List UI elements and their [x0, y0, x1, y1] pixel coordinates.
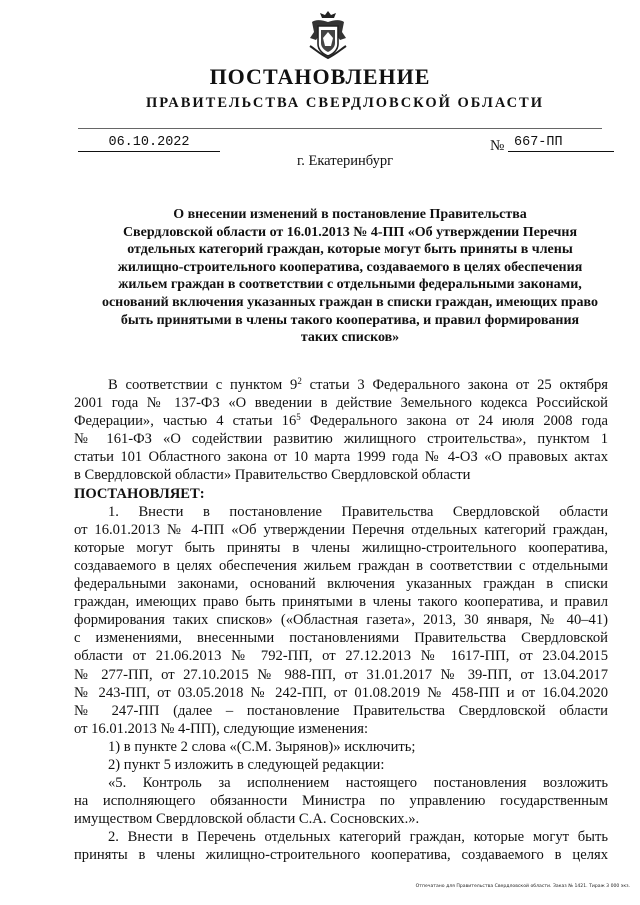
- quote-line: «5. Контроль за исполнением настоящего постановления возложить: [108, 775, 608, 792]
- document-date: 06.10.2022: [78, 135, 220, 152]
- sub-item-1: 1) в пункте 2 слова «(С.М. Зырянов)» исключить;: [108, 738, 416, 755]
- document-heading: [80, 206, 620, 347]
- clause-1-line: формирования таких списков» («Областная газета», 2013, 30 января, № 40–41): [74, 612, 608, 629]
- heading-line: жильем граждан в соответствии с отдельными федеральными законами,: [118, 277, 582, 293]
- quote-line: на исполняющего обязанности Министра по управлению государственным: [74, 793, 608, 810]
- clause-1-line: 1. Внести в постановление Правительства Свердловской области: [108, 503, 608, 520]
- heading-line: быть принятыми в члены такого кооператива, и правил формирования: [120, 312, 580, 328]
- preamble-line: Федерации», частью 4 статьи $16^5$ Федерального закона от 24 июля 2008 года: [74, 412, 608, 430]
- clause-1-line: № 277-ПП, от 27.10.2015 № 988-ПП, от 31.01.2017 № 39-ПП, от 13.04.2017: [74, 666, 608, 683]
- clause-1-line: № 247-ПП (далее – постановление Правительства Свердловской области: [74, 702, 608, 719]
- heading-line: отдельных категорий граждан, которые могут быть приняты в члены: [127, 242, 573, 258]
- heading-line: Свердловской области от 16.01.2013 № 4-ПП «Об утверждении Перечня: [122, 224, 578, 240]
- heading-line: О внесении изменений в постановление Правительства: [173, 207, 527, 222]
- issuing-authority: ПРАВИТЕЛЬСТВА СВЕРДЛОВСКОЙ ОБЛАСТИ: [145, 95, 545, 111]
- preamble-line: № 161-ФЗ «О содействии развитию жилищного строительства», пунктом 1: [74, 431, 608, 448]
- print-note: Отпечатано для Правительства Свердловской области. Заказ № 1421. Тираж 3 000 экз.: [415, 884, 630, 889]
- clause-1-line: федеральными законами, оснований включения указанных граждан в списки: [74, 576, 608, 593]
- sub-item-2: 2) пункт 5 изложить в следующей редакции:: [108, 756, 385, 773]
- heading-line: жилищно-строительного кооператива, создаваемого в целях обеспечения: [117, 259, 583, 275]
- clause-1-line: от 16.01.2013 № 4-ПП «Об утверждении Перечня отдельных категорий граждан,: [74, 521, 608, 538]
- number-sign: №: [490, 138, 505, 154]
- document-number: 667-ПП: [508, 135, 614, 152]
- decree-word: ПОСТАНОВЛЯЕТ:: [74, 485, 205, 502]
- city-line: г. Екатеринбург: [296, 153, 394, 169]
- clause-1-line: № 243-ПП, от 03.05.2018 № 242-ПП, от 01.08.2019 № 458-ПП и от 16.04.2020: [74, 684, 608, 701]
- sverdlovsk-coat-of-arms-icon: [306, 10, 350, 60]
- quote-line: имуществом Свердловской области С.А. Сосновских.».: [74, 811, 420, 828]
- heading-line: таких списков»: [300, 330, 400, 346]
- header-divider: [78, 128, 602, 129]
- clause-1-line: которые могут быть приняты в члены жилищно-строительного кооператива,: [74, 539, 608, 556]
- preamble-line: статьи 101 Областного закона от 10 марта 1999 года № 4-ОЗ «О правовых актах: [74, 449, 608, 466]
- heading-line: оснований включения указанных граждан в списки граждан, имеющих право: [101, 294, 599, 310]
- preamble-line: В соответствии с пунктом $9^2$ статьи 3 Федерального закона от 25 октября: [108, 376, 608, 393]
- preamble-line: 2001 года № 137-ФЗ «О введении в действие Земельного кодекса Российской: [74, 395, 608, 412]
- clause-1-line: от 16.01.2013 № 4-ПП), следующие изменения:: [74, 720, 369, 737]
- clause-2-line: 2. Внести в Перечень отдельных категорий граждан, которые могут быть: [108, 829, 608, 846]
- document-body: [74, 376, 608, 865]
- clause-1-line: области от 21.06.2013 № 792-ПП, от 27.12.2013 № 1617-ПП, от 23.04.2015: [74, 648, 608, 665]
- clause-2-line: приняты в члены жилищно-строительного кооператива, создаваемого в целях: [74, 847, 608, 864]
- clause-1-line: создаваемого в целях обеспечения жильем граждан в соответствии с отдельными: [74, 557, 608, 574]
- preamble-line: в Свердловской области» Правительство Свердловской области: [74, 467, 471, 484]
- clause-1-line: с изменениями, внесенными постановлениями Правительства Свердловской: [74, 630, 608, 647]
- clause-1-line: граждан, имеющих право быть принятыми в члены такого кооператива, и правил: [74, 594, 608, 611]
- document-title: ПОСТАНОВЛЕНИЕ: [209, 64, 431, 89]
